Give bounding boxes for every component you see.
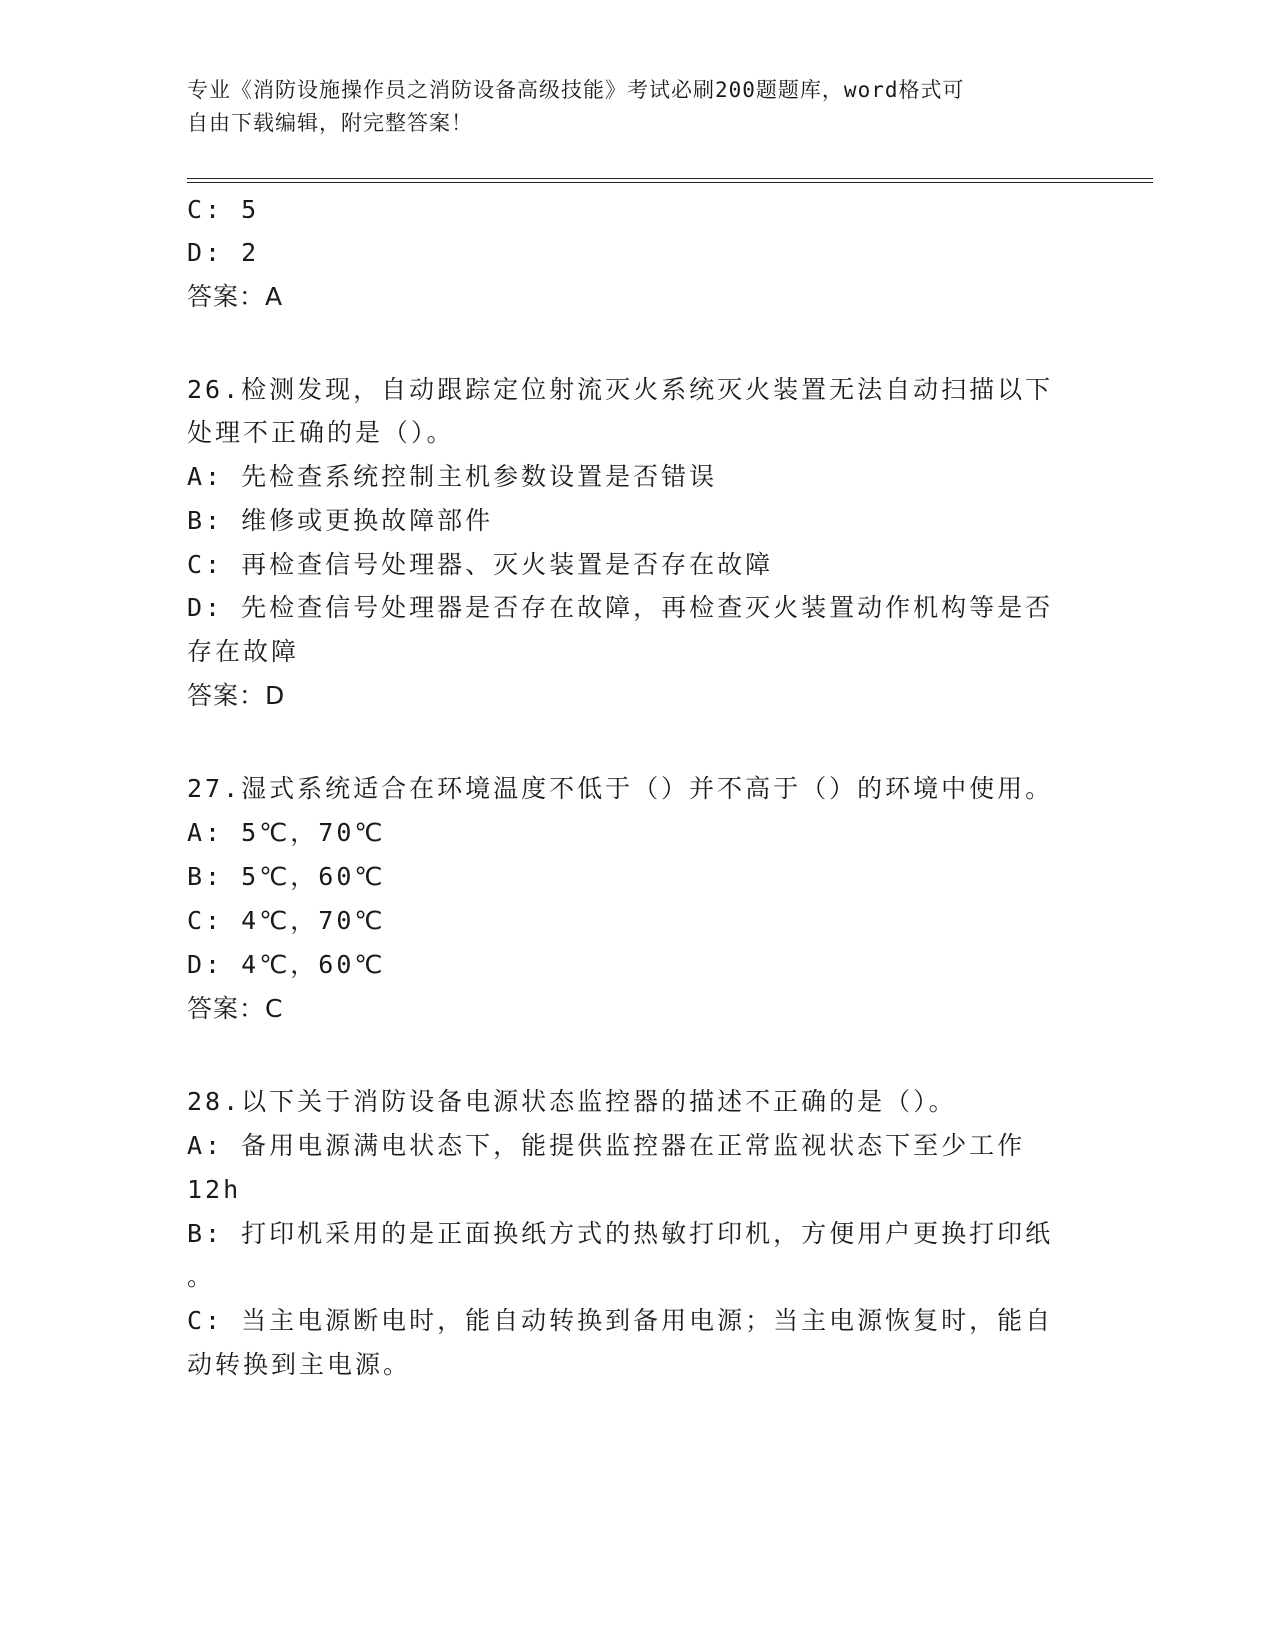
q27-option-b: B: 5℃，60℃ [187, 862, 386, 891]
q27-option-d: D: 4℃，60℃ [187, 950, 386, 979]
q26-option-a: A: 先检查系统控制主机参数设置是否错误 [187, 462, 718, 491]
q26-stem-line-2: 处理不正确的是（）。 [187, 418, 455, 447]
q25-answer: 答案：A [187, 282, 284, 311]
q26-answer: 答案：D [187, 681, 286, 710]
q26-option-d-line-1: D: 先检查信号处理器是否存在故障，再检查灭火装置动作机构等是否 [187, 593, 1054, 622]
q27-option-a: A: 5℃，70℃ [187, 818, 386, 847]
q28-option-b-line-1: B: 打印机采用的是正面换纸方式的热敏打印机，方便用户更换打印纸 [187, 1219, 1054, 1248]
q25-option-c: C: 5 [187, 195, 260, 224]
q28-option-a-line-1: A: 备用电源满电状态下，能提供监控器在正常监视状态下至少工作 [187, 1131, 1026, 1160]
document-header [187, 74, 1067, 140]
q25-option-d: D: 2 [187, 238, 260, 267]
header-rule-top [187, 178, 1153, 179]
q27-stem: 27.湿式系统适合在环境温度不低于（）并不高于（）的环境中使用。 [187, 774, 1054, 803]
q26-option-b: B: 维修或更换故障部件 [187, 506, 494, 535]
q28-option-c-line-1: C: 当主电源断电时，能自动转换到备用电源；当主电源恢复时，能自 [187, 1306, 1054, 1335]
header-rule-bottom [187, 182, 1153, 183]
q28-option-c-line-2: 动转换到主电源。 [187, 1350, 412, 1379]
q27-option-c: C: 4℃，70℃ [187, 906, 386, 935]
q28-option-b-line-2: 。 [187, 1262, 216, 1291]
q26-option-d-line-2: 存在故障 [187, 637, 300, 666]
header-line-2: 自由下载编辑，附完整答案！ [187, 111, 473, 135]
q26-stem-line-1: 26.检测发现，自动跟踪定位射流灭火系统灭火装置无法自动扫描以下 [187, 375, 1054, 404]
q26-option-c: C: 再检查信号处理器、灭火装置是否存在故障 [187, 550, 774, 579]
q28-option-a-line-2: 12h [187, 1175, 242, 1204]
q27-answer: 答案：C [187, 994, 284, 1023]
q28-stem: 28.以下关于消防设备电源状态监控器的描述不正确的是（）。 [187, 1087, 957, 1116]
header-line-1: 专业《消防设施操作员之消防设备高级技能》考试必刷200题题库，word格式可 [187, 78, 965, 102]
